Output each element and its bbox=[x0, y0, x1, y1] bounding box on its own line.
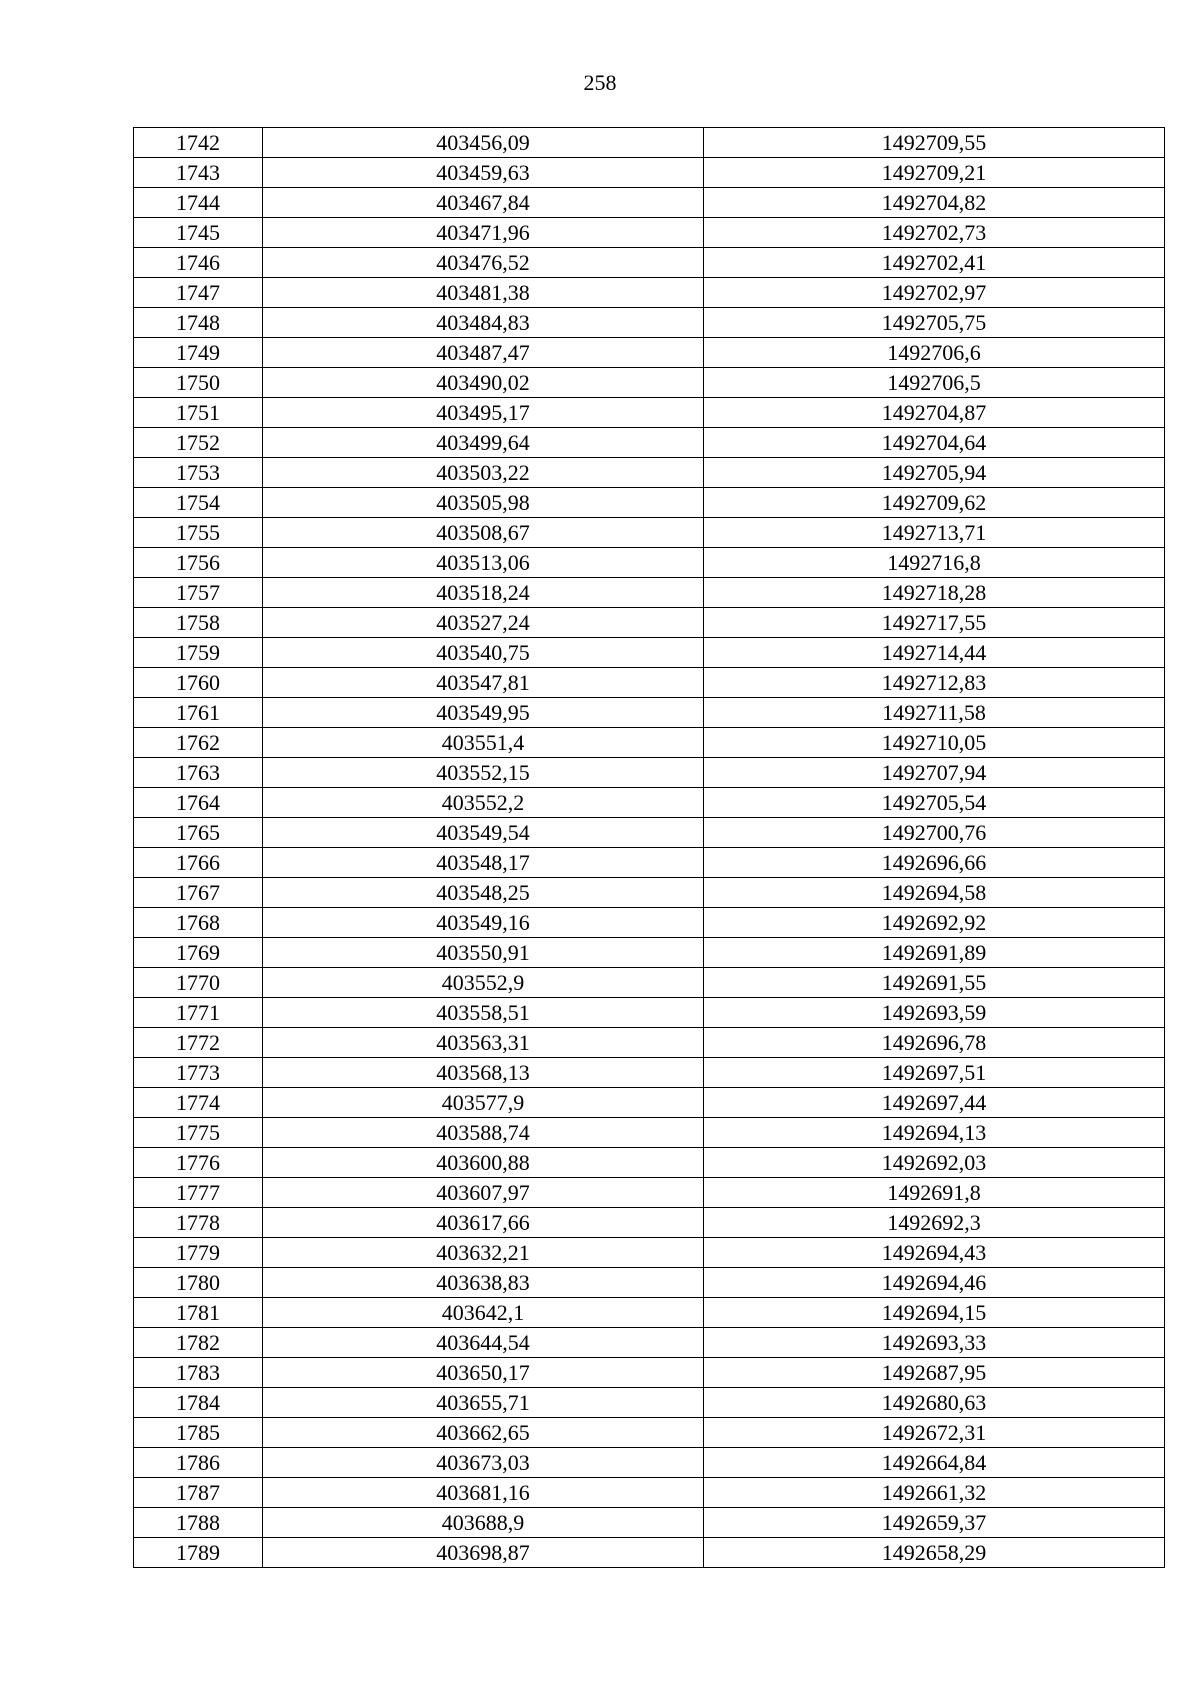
y-coordinate-cell: 1492711,58 bbox=[704, 698, 1165, 728]
table-row bbox=[134, 908, 1165, 938]
point-number-cell: 1744 bbox=[134, 188, 263, 218]
x-coordinate-cell: 403548,25 bbox=[263, 878, 704, 908]
y-coordinate-cell: 1492704,87 bbox=[704, 398, 1165, 428]
table-row bbox=[134, 1328, 1165, 1358]
x-coordinate-cell: 403681,16 bbox=[263, 1478, 704, 1508]
table-row bbox=[134, 218, 1165, 248]
point-number-cell: 1771 bbox=[134, 998, 263, 1028]
x-coordinate-cell: 403552,15 bbox=[263, 758, 704, 788]
x-coordinate-cell: 403563,31 bbox=[263, 1028, 704, 1058]
point-number-cell: 1770 bbox=[134, 968, 263, 998]
y-coordinate-cell: 1492709,62 bbox=[704, 488, 1165, 518]
x-coordinate-cell: 403617,66 bbox=[263, 1208, 704, 1238]
table-row bbox=[134, 518, 1165, 548]
table-row bbox=[134, 1028, 1165, 1058]
x-coordinate-cell: 403471,96 bbox=[263, 218, 704, 248]
point-number-cell: 1778 bbox=[134, 1208, 263, 1238]
point-number-cell: 1758 bbox=[134, 608, 263, 638]
y-coordinate-cell: 1492713,71 bbox=[704, 518, 1165, 548]
table-row bbox=[134, 548, 1165, 578]
point-number-cell: 1763 bbox=[134, 758, 263, 788]
point-number-cell: 1761 bbox=[134, 698, 263, 728]
y-coordinate-cell: 1492714,44 bbox=[704, 638, 1165, 668]
y-coordinate-cell: 1492658,29 bbox=[704, 1538, 1165, 1568]
page-number: 258 bbox=[583, 70, 617, 95]
y-coordinate-cell: 1492712,83 bbox=[704, 668, 1165, 698]
x-coordinate-cell: 403476,52 bbox=[263, 248, 704, 278]
table-row bbox=[134, 848, 1165, 878]
y-coordinate-cell: 1492661,32 bbox=[704, 1478, 1165, 1508]
y-coordinate-cell: 1492702,41 bbox=[704, 248, 1165, 278]
y-coordinate-cell: 1492694,13 bbox=[704, 1118, 1165, 1148]
table-row bbox=[134, 1388, 1165, 1418]
x-coordinate-cell: 403495,17 bbox=[263, 398, 704, 428]
y-coordinate-cell: 1492706,5 bbox=[704, 368, 1165, 398]
y-coordinate-cell: 1492694,58 bbox=[704, 878, 1165, 908]
y-coordinate-cell: 1492672,31 bbox=[704, 1418, 1165, 1448]
point-number-cell: 1775 bbox=[134, 1118, 263, 1148]
point-number-cell: 1787 bbox=[134, 1478, 263, 1508]
point-number-cell: 1749 bbox=[134, 338, 263, 368]
point-number-cell: 1745 bbox=[134, 218, 263, 248]
y-coordinate-cell: 1492696,66 bbox=[704, 848, 1165, 878]
point-number-cell: 1764 bbox=[134, 788, 263, 818]
y-coordinate-cell: 1492702,73 bbox=[704, 218, 1165, 248]
y-coordinate-cell: 1492705,54 bbox=[704, 788, 1165, 818]
table-row bbox=[134, 128, 1165, 158]
y-coordinate-cell: 1492705,75 bbox=[704, 308, 1165, 338]
y-coordinate-cell: 1492709,55 bbox=[704, 128, 1165, 158]
x-coordinate-cell: 403552,9 bbox=[263, 968, 704, 998]
table-row bbox=[134, 1298, 1165, 1328]
table-row bbox=[134, 998, 1165, 1028]
point-number-cell: 1756 bbox=[134, 548, 263, 578]
x-coordinate-cell: 403518,24 bbox=[263, 578, 704, 608]
table-row bbox=[134, 278, 1165, 308]
table-row bbox=[134, 698, 1165, 728]
point-number-cell: 1769 bbox=[134, 938, 263, 968]
point-number-cell: 1781 bbox=[134, 1298, 263, 1328]
table-row bbox=[134, 1238, 1165, 1268]
x-coordinate-cell: 403642,1 bbox=[263, 1298, 704, 1328]
x-coordinate-cell: 403655,71 bbox=[263, 1388, 704, 1418]
x-coordinate-cell: 403673,03 bbox=[263, 1448, 704, 1478]
table-row bbox=[134, 488, 1165, 518]
table-row bbox=[134, 1448, 1165, 1478]
x-coordinate-cell: 403490,02 bbox=[263, 368, 704, 398]
table-row bbox=[134, 1178, 1165, 1208]
y-coordinate-cell: 1492680,63 bbox=[704, 1388, 1165, 1418]
table-row bbox=[134, 1418, 1165, 1448]
table-row bbox=[134, 1358, 1165, 1388]
table-row bbox=[134, 248, 1165, 278]
x-coordinate-cell: 403513,06 bbox=[263, 548, 704, 578]
y-coordinate-cell: 1492693,59 bbox=[704, 998, 1165, 1028]
y-coordinate-cell: 1492692,3 bbox=[704, 1208, 1165, 1238]
point-number-cell: 1788 bbox=[134, 1508, 263, 1538]
y-coordinate-cell: 1492716,8 bbox=[704, 548, 1165, 578]
x-coordinate-cell: 403549,95 bbox=[263, 698, 704, 728]
table-row bbox=[134, 338, 1165, 368]
table-row bbox=[134, 1508, 1165, 1538]
y-coordinate-cell: 1492696,78 bbox=[704, 1028, 1165, 1058]
table-row bbox=[134, 1538, 1165, 1568]
y-coordinate-cell: 1492691,8 bbox=[704, 1178, 1165, 1208]
point-number-cell: 1785 bbox=[134, 1418, 263, 1448]
y-coordinate-cell: 1492700,76 bbox=[704, 818, 1165, 848]
point-number-cell: 1742 bbox=[134, 128, 263, 158]
x-coordinate-cell: 403487,47 bbox=[263, 338, 704, 368]
coordinates-table bbox=[133, 127, 1165, 1568]
point-number-cell: 1783 bbox=[134, 1358, 263, 1388]
table-row bbox=[134, 668, 1165, 698]
table-row bbox=[134, 968, 1165, 998]
y-coordinate-cell: 1492718,28 bbox=[704, 578, 1165, 608]
x-coordinate-cell: 403456,09 bbox=[263, 128, 704, 158]
table-row bbox=[134, 428, 1165, 458]
x-coordinate-cell: 403577,9 bbox=[263, 1088, 704, 1118]
point-number-cell: 1789 bbox=[134, 1538, 263, 1568]
x-coordinate-cell: 403662,65 bbox=[263, 1418, 704, 1448]
y-coordinate-cell: 1492664,84 bbox=[704, 1448, 1165, 1478]
x-coordinate-cell: 403503,22 bbox=[263, 458, 704, 488]
y-coordinate-cell: 1492710,05 bbox=[704, 728, 1165, 758]
table-row bbox=[134, 458, 1165, 488]
x-coordinate-cell: 403459,63 bbox=[263, 158, 704, 188]
x-coordinate-cell: 403550,91 bbox=[263, 938, 704, 968]
point-number-cell: 1747 bbox=[134, 278, 263, 308]
y-coordinate-cell: 1492694,46 bbox=[704, 1268, 1165, 1298]
y-coordinate-cell: 1492705,94 bbox=[704, 458, 1165, 488]
y-coordinate-cell: 1492692,92 bbox=[704, 908, 1165, 938]
table-row bbox=[134, 158, 1165, 188]
x-coordinate-cell: 403632,21 bbox=[263, 1238, 704, 1268]
y-coordinate-cell: 1492659,37 bbox=[704, 1508, 1165, 1538]
y-coordinate-cell: 1492704,82 bbox=[704, 188, 1165, 218]
x-coordinate-cell: 403638,83 bbox=[263, 1268, 704, 1298]
y-coordinate-cell: 1492694,43 bbox=[704, 1238, 1165, 1268]
table-row bbox=[134, 878, 1165, 908]
x-coordinate-cell: 403484,83 bbox=[263, 308, 704, 338]
x-coordinate-cell: 403549,16 bbox=[263, 908, 704, 938]
x-coordinate-cell: 403698,87 bbox=[263, 1538, 704, 1568]
table-row bbox=[134, 608, 1165, 638]
x-coordinate-cell: 403508,67 bbox=[263, 518, 704, 548]
point-number-cell: 1768 bbox=[134, 908, 263, 938]
table-row bbox=[134, 1478, 1165, 1508]
x-coordinate-cell: 403552,2 bbox=[263, 788, 704, 818]
point-number-cell: 1762 bbox=[134, 728, 263, 758]
point-number-cell: 1776 bbox=[134, 1148, 263, 1178]
point-number-cell: 1779 bbox=[134, 1238, 263, 1268]
y-coordinate-cell: 1492693,33 bbox=[704, 1328, 1165, 1358]
table-row bbox=[134, 728, 1165, 758]
coordinates-table-body bbox=[134, 128, 1165, 1568]
table-row bbox=[134, 308, 1165, 338]
point-number-cell: 1746 bbox=[134, 248, 263, 278]
table-row bbox=[134, 368, 1165, 398]
y-coordinate-cell: 1492697,51 bbox=[704, 1058, 1165, 1088]
point-number-cell: 1754 bbox=[134, 488, 263, 518]
y-coordinate-cell: 1492687,95 bbox=[704, 1358, 1165, 1388]
x-coordinate-cell: 403551,4 bbox=[263, 728, 704, 758]
table-row bbox=[134, 188, 1165, 218]
y-coordinate-cell: 1492717,55 bbox=[704, 608, 1165, 638]
x-coordinate-cell: 403467,84 bbox=[263, 188, 704, 218]
x-coordinate-cell: 403481,38 bbox=[263, 278, 704, 308]
point-number-cell: 1767 bbox=[134, 878, 263, 908]
point-number-cell: 1743 bbox=[134, 158, 263, 188]
point-number-cell: 1772 bbox=[134, 1028, 263, 1058]
x-coordinate-cell: 403499,64 bbox=[263, 428, 704, 458]
point-number-cell: 1760 bbox=[134, 668, 263, 698]
point-number-cell: 1784 bbox=[134, 1388, 263, 1418]
point-number-cell: 1766 bbox=[134, 848, 263, 878]
table-row bbox=[134, 938, 1165, 968]
y-coordinate-cell: 1492697,44 bbox=[704, 1088, 1165, 1118]
x-coordinate-cell: 403549,54 bbox=[263, 818, 704, 848]
table-row bbox=[134, 788, 1165, 818]
x-coordinate-cell: 403650,17 bbox=[263, 1358, 704, 1388]
y-coordinate-cell: 1492691,55 bbox=[704, 968, 1165, 998]
y-coordinate-cell: 1492704,64 bbox=[704, 428, 1165, 458]
point-number-cell: 1757 bbox=[134, 578, 263, 608]
point-number-cell: 1752 bbox=[134, 428, 263, 458]
x-coordinate-cell: 403607,97 bbox=[263, 1178, 704, 1208]
x-coordinate-cell: 403588,74 bbox=[263, 1118, 704, 1148]
point-number-cell: 1748 bbox=[134, 308, 263, 338]
y-coordinate-cell: 1492707,94 bbox=[704, 758, 1165, 788]
table-row bbox=[134, 398, 1165, 428]
table-row bbox=[134, 578, 1165, 608]
y-coordinate-cell: 1492706,6 bbox=[704, 338, 1165, 368]
table-row bbox=[134, 1148, 1165, 1178]
y-coordinate-cell: 1492691,89 bbox=[704, 938, 1165, 968]
point-number-cell: 1782 bbox=[134, 1328, 263, 1358]
table-row bbox=[134, 1118, 1165, 1148]
x-coordinate-cell: 403600,88 bbox=[263, 1148, 704, 1178]
table-row bbox=[134, 758, 1165, 788]
table-row bbox=[134, 1088, 1165, 1118]
point-number-cell: 1765 bbox=[134, 818, 263, 848]
table-row bbox=[134, 1058, 1165, 1088]
point-number-cell: 1750 bbox=[134, 368, 263, 398]
point-number-cell: 1774 bbox=[134, 1088, 263, 1118]
y-coordinate-cell: 1492702,97 bbox=[704, 278, 1165, 308]
x-coordinate-cell: 403644,54 bbox=[263, 1328, 704, 1358]
point-number-cell: 1777 bbox=[134, 1178, 263, 1208]
table-row bbox=[134, 1268, 1165, 1298]
x-coordinate-cell: 403547,81 bbox=[263, 668, 704, 698]
x-coordinate-cell: 403548,17 bbox=[263, 848, 704, 878]
point-number-cell: 1759 bbox=[134, 638, 263, 668]
x-coordinate-cell: 403540,75 bbox=[263, 638, 704, 668]
y-coordinate-cell: 1492692,03 bbox=[704, 1148, 1165, 1178]
table-row bbox=[134, 638, 1165, 668]
x-coordinate-cell: 403505,98 bbox=[263, 488, 704, 518]
point-number-cell: 1786 bbox=[134, 1448, 263, 1478]
x-coordinate-cell: 403527,24 bbox=[263, 608, 704, 638]
point-number-cell: 1755 bbox=[134, 518, 263, 548]
table-row bbox=[134, 1208, 1165, 1238]
x-coordinate-cell: 403688,9 bbox=[263, 1508, 704, 1538]
point-number-cell: 1751 bbox=[134, 398, 263, 428]
x-coordinate-cell: 403568,13 bbox=[263, 1058, 704, 1088]
point-number-cell: 1780 bbox=[134, 1268, 263, 1298]
y-coordinate-cell: 1492709,21 bbox=[704, 158, 1165, 188]
table-row bbox=[134, 818, 1165, 848]
y-coordinate-cell: 1492694,15 bbox=[704, 1298, 1165, 1328]
x-coordinate-cell: 403558,51 bbox=[263, 998, 704, 1028]
point-number-cell: 1773 bbox=[134, 1058, 263, 1088]
point-number-cell: 1753 bbox=[134, 458, 263, 488]
